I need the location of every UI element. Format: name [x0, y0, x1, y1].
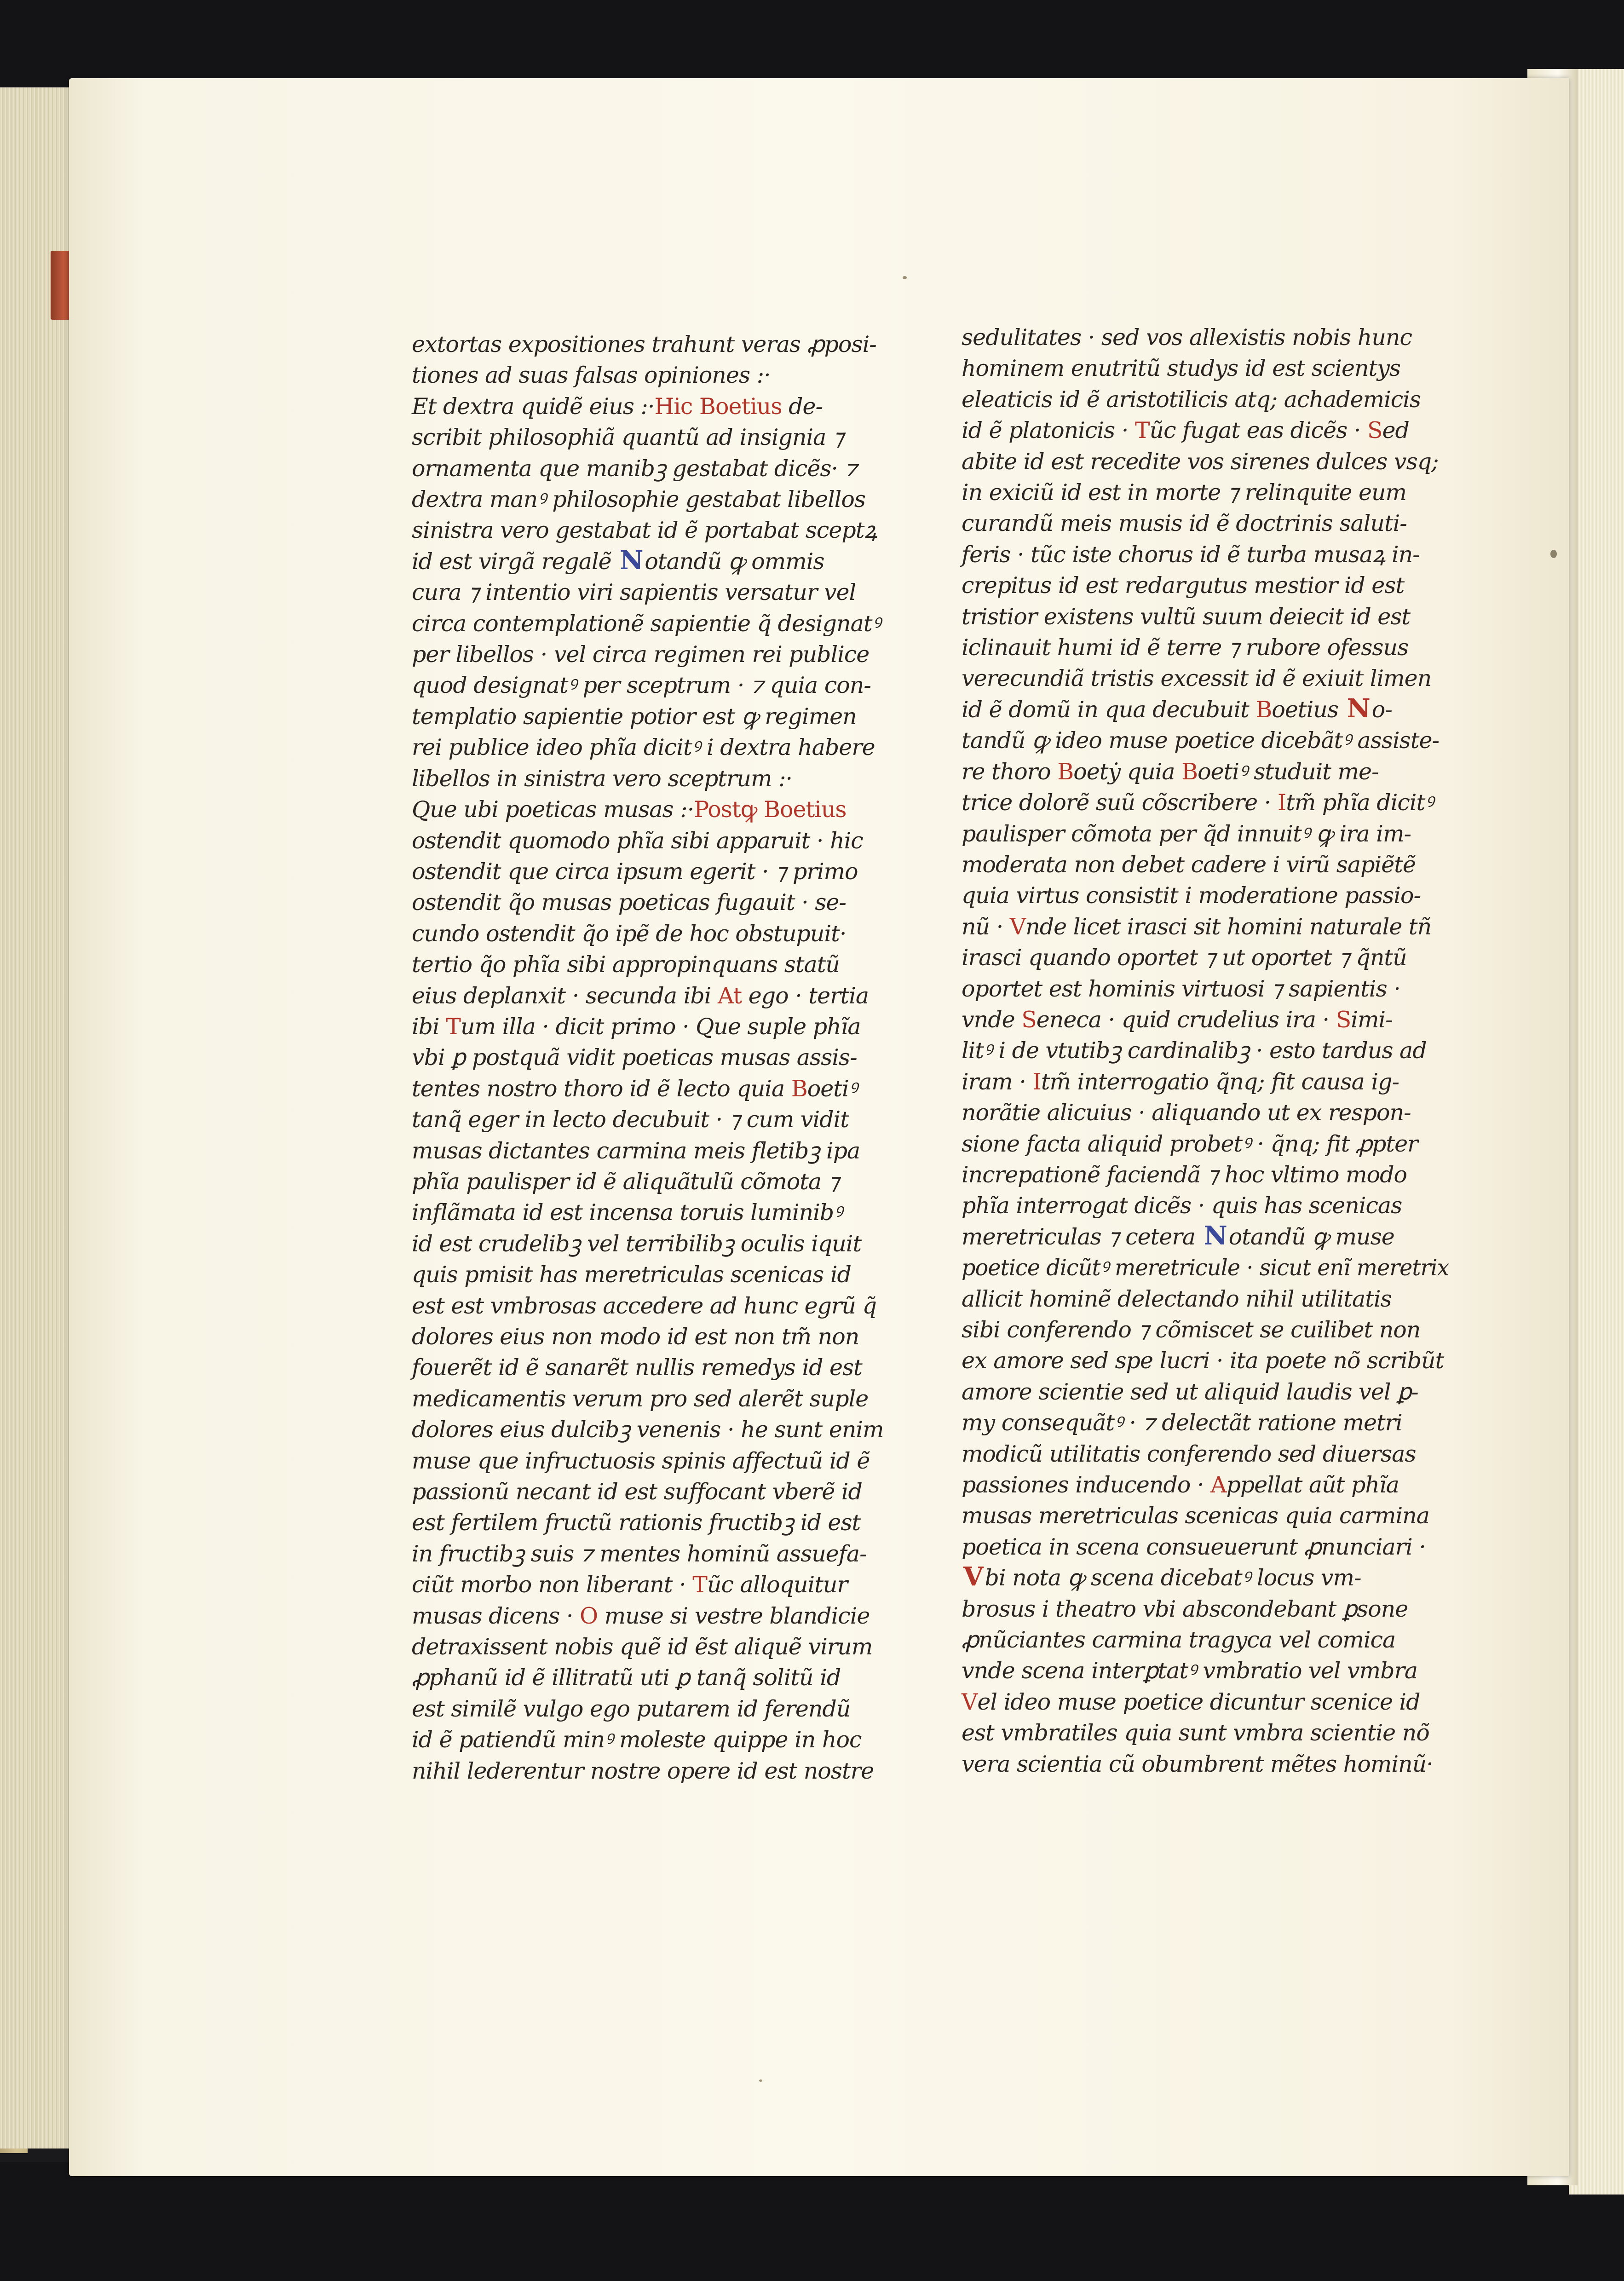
text-line: [962, 1407, 1449, 1438]
text-line: [962, 1066, 1449, 1097]
background-bottom: [0, 2162, 1624, 2281]
text-run: allicit hominẽ delectando nihil utilitatis: [962, 1285, 1392, 1312]
text-run: vera scientia cũ obumbrent mẽtes hominũ·: [962, 1751, 1433, 1777]
text-run: id ẽ patiendũ minꝰ moleste quippe in hoc: [412, 1727, 862, 1753]
rubricated-text: A: [1210, 1472, 1227, 1498]
text-run: abite id est recedite vos sirenes dulces vsq;: [962, 448, 1439, 475]
text-line: [412, 1011, 895, 1042]
text-line: [412, 1476, 895, 1507]
text-line: [412, 484, 895, 515]
rubricated-text: Postꝙ Boetius: [694, 796, 847, 823]
text-column-left: [412, 329, 895, 1786]
text-line: [412, 1538, 895, 1569]
text-run: de-: [782, 393, 823, 420]
page-stack-edge: [0, 87, 70, 2149]
text-run: crepitus id est redargutus mestior id est: [962, 572, 1405, 599]
text-run: id ẽ platonicis ·: [962, 417, 1135, 444]
text-run: poetica in scena consueuerunt ꝓnunciari ·: [962, 1533, 1426, 1560]
text-run: cura ⁊ intentio viri sapientis versatur vel: [412, 579, 856, 606]
text-run: vnde: [962, 1006, 1022, 1033]
text-line: [962, 1594, 1449, 1624]
text-line: [412, 1756, 895, 1786]
text-run: musas dicens ·: [412, 1602, 580, 1629]
page-speck: [759, 2079, 762, 2082]
text-run: ꝓnũciantes carmina tragyca vel comica: [962, 1627, 1396, 1653]
text-line: [962, 1004, 1449, 1035]
text-line: [412, 577, 895, 608]
text-run: norãtie alicuius · aliquando ut ex respon-: [962, 1100, 1411, 1126]
text-line: [412, 1321, 895, 1352]
text-line: [962, 880, 1449, 911]
text-line: [412, 1135, 895, 1166]
text-line: [962, 911, 1449, 942]
background-top: [0, 0, 1624, 87]
text-run: bi nota ꝙ scena dicebatꝰ locus vm-: [985, 1565, 1361, 1591]
rubricated-text: I: [1277, 789, 1286, 816]
text-run: sedulitates · sed vos allexistis nobis hunc: [962, 324, 1412, 351]
text-run: passiones inducendo ·: [962, 1472, 1211, 1498]
text-run: circa contemplationẽ sapientie q̃ designatꝰ: [412, 610, 881, 637]
blue-initial: N: [1204, 1220, 1227, 1251]
text-line: [412, 546, 895, 577]
text-run: ornamenta que manibꝫ gestabat dicẽs· ⁊: [412, 455, 857, 482]
text-line: [412, 1383, 895, 1414]
text-run: dextra manꝰ philosophie gestabat libellos: [412, 486, 865, 513]
text-line: [962, 1252, 1449, 1283]
text-run: per libellos · vel circa regimen rei publice: [412, 641, 870, 668]
text-line: [412, 980, 895, 1011]
text-run: increpationẽ faciendã ⁊ hoc vltimo modo: [962, 1161, 1407, 1188]
text-line: [412, 422, 895, 453]
text-line: [962, 1687, 1449, 1717]
text-line: [412, 1259, 895, 1290]
text-line: [962, 539, 1449, 570]
text-line: [962, 1284, 1449, 1314]
text-run: tentes nostro thoro id ẽ lecto quia: [412, 1075, 791, 1102]
text-run: Et dextra quidẽ eius :·: [412, 393, 655, 420]
text-run: el ideo muse poetice dicuntur scenice id: [977, 1688, 1420, 1715]
text-line: [962, 973, 1449, 1004]
text-run: oetius: [1272, 696, 1345, 723]
text-line: [412, 1352, 895, 1383]
text-line: [962, 415, 1449, 446]
text-run: ostendit q̃o musas poeticas fugauit · se-: [412, 889, 846, 916]
rubricated-text: S: [1367, 417, 1382, 444]
text-run: phĩa interrogat dicẽs · quis has scenicas: [962, 1192, 1402, 1219]
text-run: muse si vestre blandicie: [598, 1602, 870, 1629]
text-run: modicũ utilitatis conferendo sed diuersas: [962, 1440, 1416, 1467]
text-line: [412, 1166, 895, 1197]
rubricated-text: T: [1134, 417, 1150, 444]
text-line: [412, 1724, 895, 1755]
text-line: [412, 949, 895, 980]
text-run: id est virgã regalẽ: [412, 548, 618, 575]
text-line: [962, 725, 1449, 756]
text-run: inflãmata id est incensa toruis luminibꝰ: [412, 1199, 842, 1226]
page-speck: [903, 276, 907, 279]
text-run: vnde scena interꝑtatꝰ vmbratio vel vmbra: [962, 1658, 1418, 1684]
text-run: tm̃ phĩa dicitꝰ: [1286, 789, 1433, 816]
text-line: [962, 322, 1449, 353]
text-run: ũc alloquitur: [707, 1572, 847, 1598]
text-run: oetiꝰ studuit me-: [1198, 758, 1379, 785]
rubricated-text: S: [1336, 1006, 1351, 1033]
text-line: [412, 732, 895, 763]
text-line: [412, 1073, 895, 1104]
text-run: nde licet irasci sit homini naturale tñ: [1025, 913, 1432, 940]
text-run: eleaticis id ẽ aristotilicis atq; achademicis: [962, 386, 1421, 413]
text-line: [412, 1569, 895, 1600]
text-run: sione facta aliquid probetꝰ · q̃nq; fit ꝓpter: [962, 1130, 1418, 1157]
text-line: [412, 515, 895, 546]
text-line: [962, 1749, 1449, 1780]
text-run: est est vmbrosas accedere ad hunc egrũ q̃: [412, 1292, 876, 1319]
text-line: [962, 663, 1449, 694]
text-run: curandũ meis musis id ẽ doctrinis saluti-: [962, 510, 1407, 537]
text-run: poetice dicũtꝰ meretricule · sicut enĩ meretrix: [962, 1255, 1449, 1281]
rubricated-text: T: [692, 1572, 707, 1598]
text-line: [412, 639, 895, 670]
text-line: [962, 1159, 1449, 1190]
text-line: [412, 1662, 895, 1693]
text-line: [962, 508, 1449, 539]
text-run: sibi conferendo ⁊ cõmiscet se cuilibet non: [962, 1317, 1421, 1343]
text-line: [412, 794, 895, 825]
text-line: [412, 856, 895, 887]
text-run: phĩa paulisper id ẽ aliquãtulũ cõmota ⁊: [412, 1168, 839, 1195]
text-line: [412, 608, 895, 639]
text-run: quia virtus consistit i moderatione passio-: [962, 882, 1421, 909]
text-run: tm̃ interrogatio q̃nq; fit causa ig-: [1041, 1068, 1399, 1095]
text-line: [962, 787, 1449, 818]
text-line: [962, 1624, 1449, 1655]
text-run: o-: [1371, 696, 1392, 723]
text-run: irasci quando oportet ⁊ ut oportet ⁊ q̃ntũ: [962, 945, 1407, 971]
text-run: dolores eius non modo id est non tm̃ non: [412, 1324, 859, 1350]
text-line: [962, 1377, 1449, 1407]
rubricated-text: B: [1255, 696, 1272, 723]
text-run: ego · tertia: [742, 982, 869, 1009]
text-line: [412, 1228, 895, 1259]
text-line: [412, 360, 895, 391]
text-line: [962, 1717, 1449, 1748]
text-run: meretriculas ⁊ cetera: [962, 1223, 1202, 1250]
text-run: paulisper cõmota per q̃d innuitꝰ ꝙ ira im-: [962, 820, 1411, 847]
text-run: scribit philosophiã quantũ ad insignia ⁊: [412, 424, 844, 451]
text-run: musas dictantes carmina meis fletibꝫ ipa: [412, 1137, 860, 1164]
text-run: amore scientie sed ut aliquid laudis vel ꝑ-: [962, 1378, 1418, 1405]
text-run: otandũ ꝙ muse: [1228, 1223, 1394, 1250]
text-line: [412, 701, 895, 732]
text-run: in exiciũ id est in morte ⁊ relinquite eum: [962, 479, 1406, 506]
text-run: est fertilem fructũ rationis fructibꝫ id est: [412, 1509, 861, 1536]
text-line: [962, 1221, 1449, 1252]
text-line: [962, 849, 1449, 880]
text-run: quod designatꝰ per sceptrum · ⁊ quia con-: [412, 672, 871, 699]
text-line: [962, 1190, 1449, 1221]
text-run: ostendit que circa ipsum egerit · ⁊ primo: [412, 858, 858, 885]
text-line: [962, 756, 1449, 787]
text-run: iram ·: [962, 1068, 1033, 1095]
text-run: tandũ ꝙ ideo muse poetice dicebãtꝰ assiste-: [962, 727, 1440, 754]
red-initial: N: [1347, 693, 1370, 724]
text-run: id ẽ domũ in qua decubuit: [962, 696, 1256, 723]
text-run: extortas expositiones trahunt veras ꝓposi-: [412, 331, 876, 357]
text-line: [412, 1042, 895, 1073]
text-line: [412, 1446, 895, 1476]
text-run: ũc fugat eas dicẽs ·: [1149, 417, 1367, 444]
text-run: tiones ad suas falsas opiniones :·: [412, 362, 771, 389]
text-line: [962, 1345, 1449, 1376]
text-run: passionũ necant id est suffocant vberẽ id: [412, 1479, 862, 1505]
text-line: [962, 1314, 1449, 1345]
text-line: [962, 1097, 1449, 1128]
text-run: fouerẽt id ẽ sanarẽt nullis remedys id est: [412, 1354, 862, 1381]
text-run: um illa · dicit primo · Que suple phĩa: [460, 1013, 861, 1040]
text-line: [412, 391, 895, 422]
text-run: muse que infructuosis spinis affectuũ id ẽ: [412, 1447, 870, 1474]
text-run: ciũt morbo non liberant ·: [412, 1572, 693, 1598]
rubricated-text: At: [718, 982, 742, 1009]
text-line: [962, 353, 1449, 384]
rubricated-text: Hic Boetius: [654, 393, 782, 420]
text-run: in fructibꝫ suis ⁊ mentes hominũ assuefa-: [412, 1540, 867, 1567]
text-run: nihil lederentur nostre opere id est nostre: [412, 1757, 874, 1784]
text-line: [962, 942, 1449, 973]
text-run: sinistra vero gestabat id ẽ portabat sceptꝝ: [412, 517, 877, 544]
text-line: [962, 570, 1449, 601]
text-run: vbi ꝑ postquã vidit poeticas musas assis-: [412, 1044, 857, 1071]
text-run: tristior existens vultũ suum deiecit id est: [962, 603, 1411, 630]
text-run: dolores eius dulcibꝫ venenis · he sunt enim: [412, 1417, 884, 1443]
text-line: [412, 1104, 895, 1135]
text-run: tertio q̃o phĩa sibi appropinquans statũ: [412, 951, 840, 978]
text-run: hominem enutritũ studys id est scientys: [962, 355, 1401, 382]
text-run: re thoro: [962, 758, 1058, 785]
text-line: [962, 1035, 1449, 1066]
text-run: oportet est hominis virtuosi ⁊ sapientis ·: [962, 975, 1400, 1002]
text-run: imi-: [1351, 1006, 1393, 1033]
text-run: oetẏ quia: [1073, 758, 1182, 785]
text-run: moderata non debet cadere i virũ sapiẽtẽ: [962, 851, 1416, 878]
text-run: Que ubi poeticas musas :·: [412, 796, 694, 823]
text-line: [962, 1129, 1449, 1159]
rubricated-text: B: [1057, 758, 1074, 785]
text-line: [962, 446, 1449, 477]
text-run: ibi: [412, 1013, 446, 1040]
text-run: detraxissent nobis quẽ id ẽst aliquẽ virum: [412, 1634, 873, 1660]
text-run: ꝓphanũ id ẽ illitratũ uti ꝑ tanq̃ solitũ id: [412, 1665, 841, 1691]
text-line: [412, 825, 895, 856]
text-line: [412, 918, 895, 949]
text-line: [412, 1601, 895, 1631]
text-line: [412, 887, 895, 918]
text-line: [412, 670, 895, 701]
text-line: [412, 453, 895, 484]
text-column-right: [962, 322, 1449, 1780]
rubricated-text: B: [1181, 758, 1198, 785]
rubricated-text: T: [446, 1013, 461, 1040]
text-run: est vmbratiles quia sunt vmbra scientie nõ: [962, 1720, 1429, 1746]
text-line: [962, 601, 1449, 632]
text-run: oetiꝰ: [807, 1075, 857, 1102]
text-run: trice dolorẽ suũ cõscribere ·: [962, 789, 1278, 816]
text-run: tanq̃ eger in lecto decubuit · ⁊ cum vidit: [412, 1106, 849, 1133]
rubricated-text: S: [1021, 1006, 1037, 1033]
text-run: cundo ostendit q̃o ipẽ de hoc obstupuit·: [412, 920, 847, 947]
text-line: [412, 1631, 895, 1662]
text-run: est similẽ vulgo ego putarem id ferendũ: [412, 1695, 851, 1722]
text-run: ppellat aũt phĩa: [1226, 1472, 1399, 1498]
text-line: [962, 1655, 1449, 1686]
text-line: [962, 384, 1449, 415]
text-run: eneca · quid crudelius ira ·: [1036, 1006, 1336, 1033]
rubricated-text: I: [1032, 1068, 1041, 1095]
text-line: [962, 1532, 1449, 1562]
text-line: [962, 818, 1449, 849]
text-run: verecundiã tristis excessit id ẽ exiuit limen: [962, 665, 1432, 692]
text-line: [962, 477, 1449, 508]
rubricated-text: O: [580, 1602, 598, 1629]
text-line: [962, 632, 1449, 663]
text-line: [412, 1197, 895, 1228]
text-run: id est crudelibꝫ vel terribilibꝫ oculis iquit: [412, 1230, 862, 1257]
rubricated-text: V: [1009, 913, 1026, 940]
text-line: [962, 1562, 1449, 1593]
text-line: [962, 1469, 1449, 1500]
rubricated-text: B: [791, 1075, 807, 1102]
blue-initial: N: [620, 545, 643, 576]
text-run: brosus i theatro vbi abscondebant ꝑsone: [962, 1596, 1408, 1622]
text-run: libellos in sinistra vero sceptrum :·: [412, 765, 793, 792]
text-line: [412, 1507, 895, 1538]
page-speck: [1550, 550, 1557, 558]
text-run: eius deplanxit · secunda ibi: [412, 982, 718, 1009]
text-run: musas meretriculas scenicas quia carmina: [962, 1503, 1429, 1529]
text-line: [412, 763, 895, 794]
text-line: [962, 694, 1449, 725]
text-run: quis pmisit has meretriculas scenicas id: [412, 1261, 851, 1288]
text-run: nũ ·: [962, 913, 1010, 940]
text-run: ostendit quomodo phĩa sibi apparuit · hic: [412, 827, 863, 854]
text-run: my consequãtꝰ · ⁊ delectãt ratione metri: [962, 1410, 1402, 1436]
text-line: [412, 1290, 895, 1321]
text-line: [962, 1500, 1449, 1531]
red-initial: V: [963, 1561, 983, 1592]
text-line: [412, 1414, 895, 1445]
text-run: iclinauit humi id ẽ terre ⁊ rubore ofessus: [962, 634, 1409, 661]
text-run: medicamentis verum pro sed alerẽt suple: [412, 1385, 869, 1412]
text-run: rei publice ideo phĩa dicitꝰ i dextra habere: [412, 734, 875, 761]
text-run: litꝰ i de vtutibꝫ cardinalibꝫ · esto tardus ad: [962, 1037, 1427, 1064]
text-run: templatio sapientie potior est ꝙ regimen: [412, 703, 857, 730]
text-line: [962, 1439, 1449, 1469]
text-run: otandũ ꝙ ommis: [645, 548, 824, 575]
text-run: ex amore sed spe lucri · ita poete nõ scribũt: [962, 1348, 1444, 1374]
rubricated-text: V: [962, 1688, 978, 1715]
text-run: feris · tũc iste chorus id ẽ turba musaꝝ in-: [962, 541, 1420, 568]
text-line: [412, 329, 895, 360]
text-line: [412, 1693, 895, 1724]
text-run: ed: [1382, 417, 1409, 444]
